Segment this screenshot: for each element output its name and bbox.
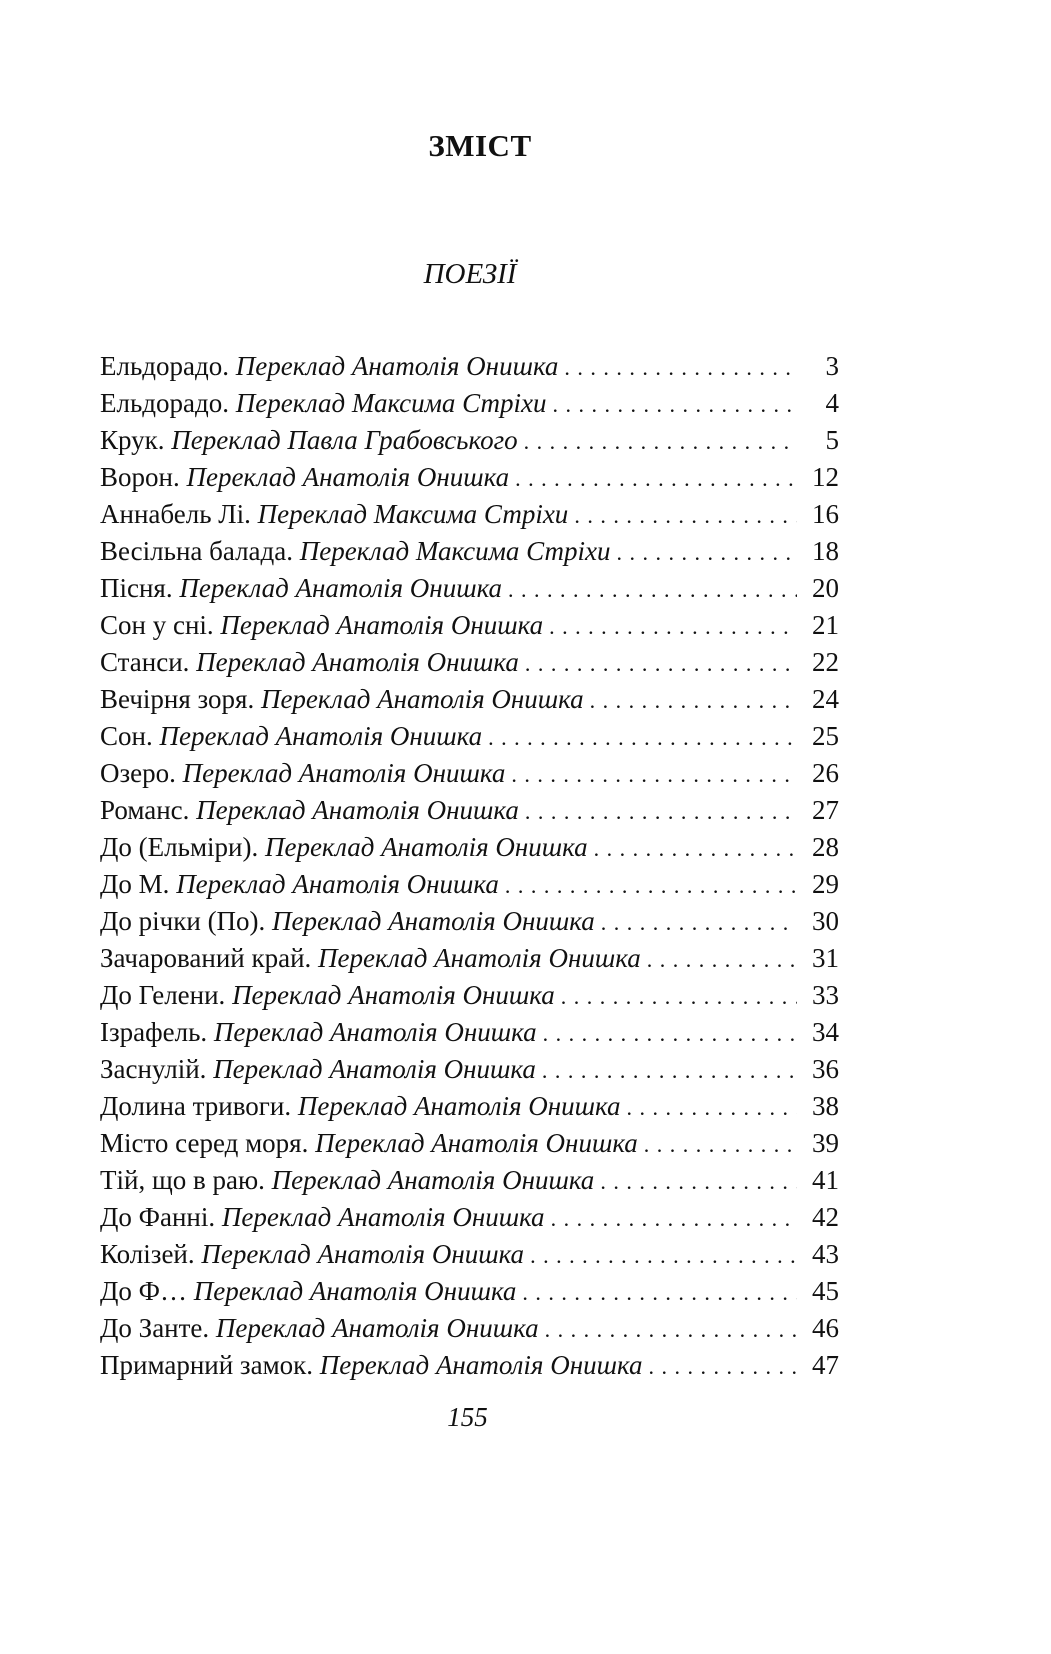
toc-entry-page-number: 42 xyxy=(812,1202,839,1232)
toc-entry-translator: Переклад Анатолія Онишка xyxy=(182,758,506,788)
toc-entry-title: До Гелени. xyxy=(100,980,226,1010)
toc-entry-text xyxy=(100,829,588,866)
toc-entry-text xyxy=(100,1051,536,1088)
dot-leader xyxy=(552,386,797,423)
toc-entry xyxy=(100,459,839,496)
dot-leader xyxy=(644,1126,797,1163)
toc-entry-translator: Переклад Анатолія Онишка xyxy=(213,1054,536,1084)
toc-entry-page-number: 43 xyxy=(812,1239,839,1269)
dot-leader xyxy=(594,830,797,867)
toc-entry-page-number: 25 xyxy=(812,721,839,751)
toc-entry-text xyxy=(100,755,505,792)
toc-entry-title: Тій, що в раю. xyxy=(100,1165,265,1195)
toc-entry-page-number: 21 xyxy=(812,610,839,640)
toc-entry xyxy=(100,348,839,385)
toc-entry-title: Пісня. xyxy=(100,573,173,603)
toc-entry-title: Зачарований край. xyxy=(100,943,312,973)
toc-entry-title: Колізей. xyxy=(100,1239,195,1269)
toc-entry-translator: Переклад Максима Стріхи xyxy=(235,388,547,418)
section-title: ПОЕЗІЇ xyxy=(423,258,517,290)
toc-entry-page-number: 29 xyxy=(812,869,839,899)
toc-entry-text xyxy=(100,348,558,385)
toc-entry-text xyxy=(100,459,509,496)
toc-entry xyxy=(100,422,839,459)
toc-entry-translator: Переклад Анатолія Онишка xyxy=(318,943,641,973)
toc-entry-translator: Переклад Анатолія Онишка xyxy=(159,721,483,751)
dot-leader xyxy=(574,497,797,534)
dot-leader xyxy=(648,1348,797,1385)
toc-entry-title: Романс. xyxy=(100,795,190,825)
toc-entry-page-number: 12 xyxy=(812,462,839,492)
toc-entry-text xyxy=(100,1088,621,1125)
toc-entry xyxy=(100,644,839,681)
toc-entry-translator: Переклад Анатолія Онишка xyxy=(235,351,559,381)
dot-leader xyxy=(600,1163,797,1200)
toc-entry-title: Вечірня зоря. xyxy=(100,684,255,714)
dot-leader xyxy=(508,571,797,608)
toc-entry-page-number: 5 xyxy=(825,425,839,455)
toc-entry-title: Місто серед моря. xyxy=(100,1128,309,1158)
toc-entry xyxy=(100,1347,839,1384)
toc-entry xyxy=(100,1014,839,1051)
toc-entry xyxy=(100,977,839,1014)
toc-entry xyxy=(100,681,839,718)
toc-entry-page-number: 27 xyxy=(812,795,839,825)
toc-entry-title: Аннабель Лі. xyxy=(100,499,251,529)
toc-entry-text xyxy=(100,607,543,644)
dot-leader xyxy=(551,1200,797,1237)
toc-entry-text xyxy=(100,644,519,681)
toc-entry xyxy=(100,1273,839,1310)
toc-entry-title: Сон. xyxy=(100,721,153,751)
toc-entry-text xyxy=(100,792,519,829)
dot-leader xyxy=(543,1015,797,1052)
page-title: ЗМІСТ xyxy=(428,128,532,163)
toc-entry-title: До Фанні. xyxy=(100,1202,216,1232)
toc-entry-page-number: 4 xyxy=(825,388,839,418)
toc-entry-translator: Переклад Павла Грабовського xyxy=(171,425,518,455)
toc-entry xyxy=(100,1088,839,1125)
toc-entry-translator: Переклад Анатолія Онишка xyxy=(215,1313,539,1343)
toc-entry-page-number: 41 xyxy=(812,1165,839,1195)
toc-entry xyxy=(100,903,839,940)
dot-leader xyxy=(522,1274,797,1311)
dot-leader xyxy=(647,941,797,978)
toc-entry-title: Станси. xyxy=(100,647,190,677)
toc-entry xyxy=(100,940,839,977)
toc-entry-translator: Переклад Анатолія Онишка xyxy=(264,832,588,862)
toc-entry-text xyxy=(100,718,482,755)
dot-leader xyxy=(601,904,797,941)
toc-entry-page-number: 26 xyxy=(812,758,839,788)
toc-entry-page-number: 16 xyxy=(812,499,839,529)
toc-entry-text xyxy=(100,1014,537,1051)
toc-entry xyxy=(100,1236,839,1273)
toc-entry xyxy=(100,1051,839,1088)
toc-entry xyxy=(100,1125,839,1162)
toc-entry xyxy=(100,718,839,755)
toc-entry-title: Ельдорадо. xyxy=(100,351,229,381)
toc-entry-title: Весільна балада. xyxy=(100,536,294,566)
toc-entry-text xyxy=(100,1236,524,1273)
toc-entry-page-number: 45 xyxy=(812,1276,839,1306)
toc-entry-title: До річки (По). xyxy=(100,906,266,936)
toc-list xyxy=(100,348,839,1384)
toc-entry-text xyxy=(100,903,595,940)
toc-entry-page-number: 36 xyxy=(812,1054,839,1084)
toc-entry-page-number: 24 xyxy=(812,684,839,714)
toc-entry-page-number: 3 xyxy=(825,351,839,381)
toc-entry-page-number: 30 xyxy=(812,906,839,936)
toc-entry xyxy=(100,496,839,533)
dot-leader xyxy=(590,682,797,719)
toc-entry-translator: Переклад Анатолія Онишка xyxy=(176,869,499,899)
toc-entry-translator: Переклад Анатолія Онишка xyxy=(179,573,503,603)
toc-entry-text xyxy=(100,570,502,607)
toc-entry-page-number: 38 xyxy=(812,1091,839,1121)
toc-entry-text xyxy=(100,496,568,533)
toc-entry-text xyxy=(100,1347,642,1384)
toc-entry-page-number: 18 xyxy=(812,536,839,566)
toc-entry-text xyxy=(100,1273,516,1310)
toc-entry-title: Ельдорадо. xyxy=(100,388,229,418)
toc-entry-text xyxy=(100,1199,545,1236)
dot-leader xyxy=(627,1089,797,1126)
toc-entry-title: До Занте. xyxy=(100,1313,210,1343)
dot-leader xyxy=(511,756,797,793)
toc-entry-translator: Переклад Анатолія Онишка xyxy=(232,980,555,1010)
toc-entry-title: Ворон. xyxy=(100,462,180,492)
toc-entry-text xyxy=(100,1310,539,1347)
toc-entry-translator: Переклад Анатолія Онишка xyxy=(201,1239,525,1269)
dot-leader xyxy=(545,1311,797,1348)
toc-entry xyxy=(100,607,839,644)
toc-entry xyxy=(100,1199,839,1236)
toc-entry-text xyxy=(100,940,641,977)
toc-entry xyxy=(100,1162,839,1199)
toc-entry xyxy=(100,385,839,422)
toc-entry-text xyxy=(100,533,610,570)
toc-entry-text xyxy=(100,977,555,1014)
toc-entry-translator: Переклад Анатолія Онишка xyxy=(271,1165,595,1195)
toc-entry-title: Примарний замок. xyxy=(100,1350,314,1380)
toc-entry-page-number: 46 xyxy=(812,1313,839,1343)
toc-entry-text xyxy=(100,866,499,903)
toc-entry xyxy=(100,533,839,570)
dot-leader xyxy=(564,349,797,386)
toc-entry-text xyxy=(100,1162,594,1199)
toc-entry xyxy=(100,570,839,607)
toc-entry-translator: Переклад Максима Стріхи xyxy=(257,499,569,529)
toc-entry-title: До (Ельміри). xyxy=(100,832,259,862)
dot-leader xyxy=(525,645,797,682)
toc-entry-translator: Переклад Анатолія Онишка xyxy=(193,1276,517,1306)
toc-entry-text xyxy=(100,422,518,459)
dot-leader xyxy=(549,608,797,645)
toc-entry-page-number: 31 xyxy=(812,943,839,973)
toc-entry xyxy=(100,792,839,829)
toc-entry-translator: Переклад Максима Стріхи xyxy=(299,536,611,566)
toc-entry-title: Сон у сні. xyxy=(100,610,214,640)
dot-leader xyxy=(525,793,797,830)
dot-leader xyxy=(524,423,797,460)
toc-entry-page-number: 28 xyxy=(812,832,839,862)
toc-entry-translator: Переклад Анатолія Онишка xyxy=(319,1350,643,1380)
dot-leader xyxy=(561,978,797,1015)
toc-entry-title: Ізрафель. xyxy=(100,1017,208,1047)
toc-entry-title: До Ф… xyxy=(100,1276,187,1306)
toc-entry xyxy=(100,1310,839,1347)
toc-entry xyxy=(100,866,839,903)
page-number: 155 xyxy=(447,1402,488,1432)
toc-entry-translator: Переклад Анатолія Онишка xyxy=(213,1017,537,1047)
toc-entry-title: Долина тривоги. xyxy=(100,1091,292,1121)
toc-entry-page-number: 39 xyxy=(812,1128,839,1158)
toc-entry xyxy=(100,829,839,866)
toc-entry-translator: Переклад Анатолія Онишка xyxy=(221,1202,545,1232)
toc-entry-translator: Переклад Анатолія Онишка xyxy=(196,647,519,677)
toc-entry-translator: Переклад Анатолія Онишка xyxy=(196,795,519,825)
dot-leader xyxy=(488,719,797,756)
toc-entry-text xyxy=(100,1125,638,1162)
toc-entry-title: Озеро. xyxy=(100,758,176,788)
dot-leader xyxy=(530,1237,797,1274)
dot-leader xyxy=(616,534,797,571)
toc-entry-translator: Переклад Анатолія Онишка xyxy=(315,1128,638,1158)
toc-entry-translator: Переклад Анатолія Онишка xyxy=(272,906,595,936)
dot-leader xyxy=(515,460,797,497)
toc-entry-translator: Переклад Анатолія Онишка xyxy=(220,610,544,640)
toc-entry-translator: Переклад Анатолія Онишка xyxy=(260,684,584,714)
dot-leader xyxy=(542,1052,797,1089)
toc-entry-page-number: 20 xyxy=(812,573,839,603)
toc-entry-translator: Переклад Анатолія Онишка xyxy=(297,1091,621,1121)
toc-entry-page-number: 33 xyxy=(812,980,839,1010)
toc-entry-title: Крук. xyxy=(100,425,165,455)
toc-entry xyxy=(100,755,839,792)
toc-entry-translator: Переклад Анатолія Онишка xyxy=(186,462,510,492)
toc-entry-page-number: 47 xyxy=(812,1350,839,1380)
toc-entry-title: Заснулій. xyxy=(100,1054,207,1084)
toc-entry-title: До М. xyxy=(100,869,170,899)
toc-entry-text xyxy=(100,385,546,422)
dot-leader xyxy=(505,867,797,904)
toc-entry-text xyxy=(100,681,584,718)
toc-entry-page-number: 34 xyxy=(812,1017,839,1047)
toc-entry-page-number: 22 xyxy=(812,647,839,677)
